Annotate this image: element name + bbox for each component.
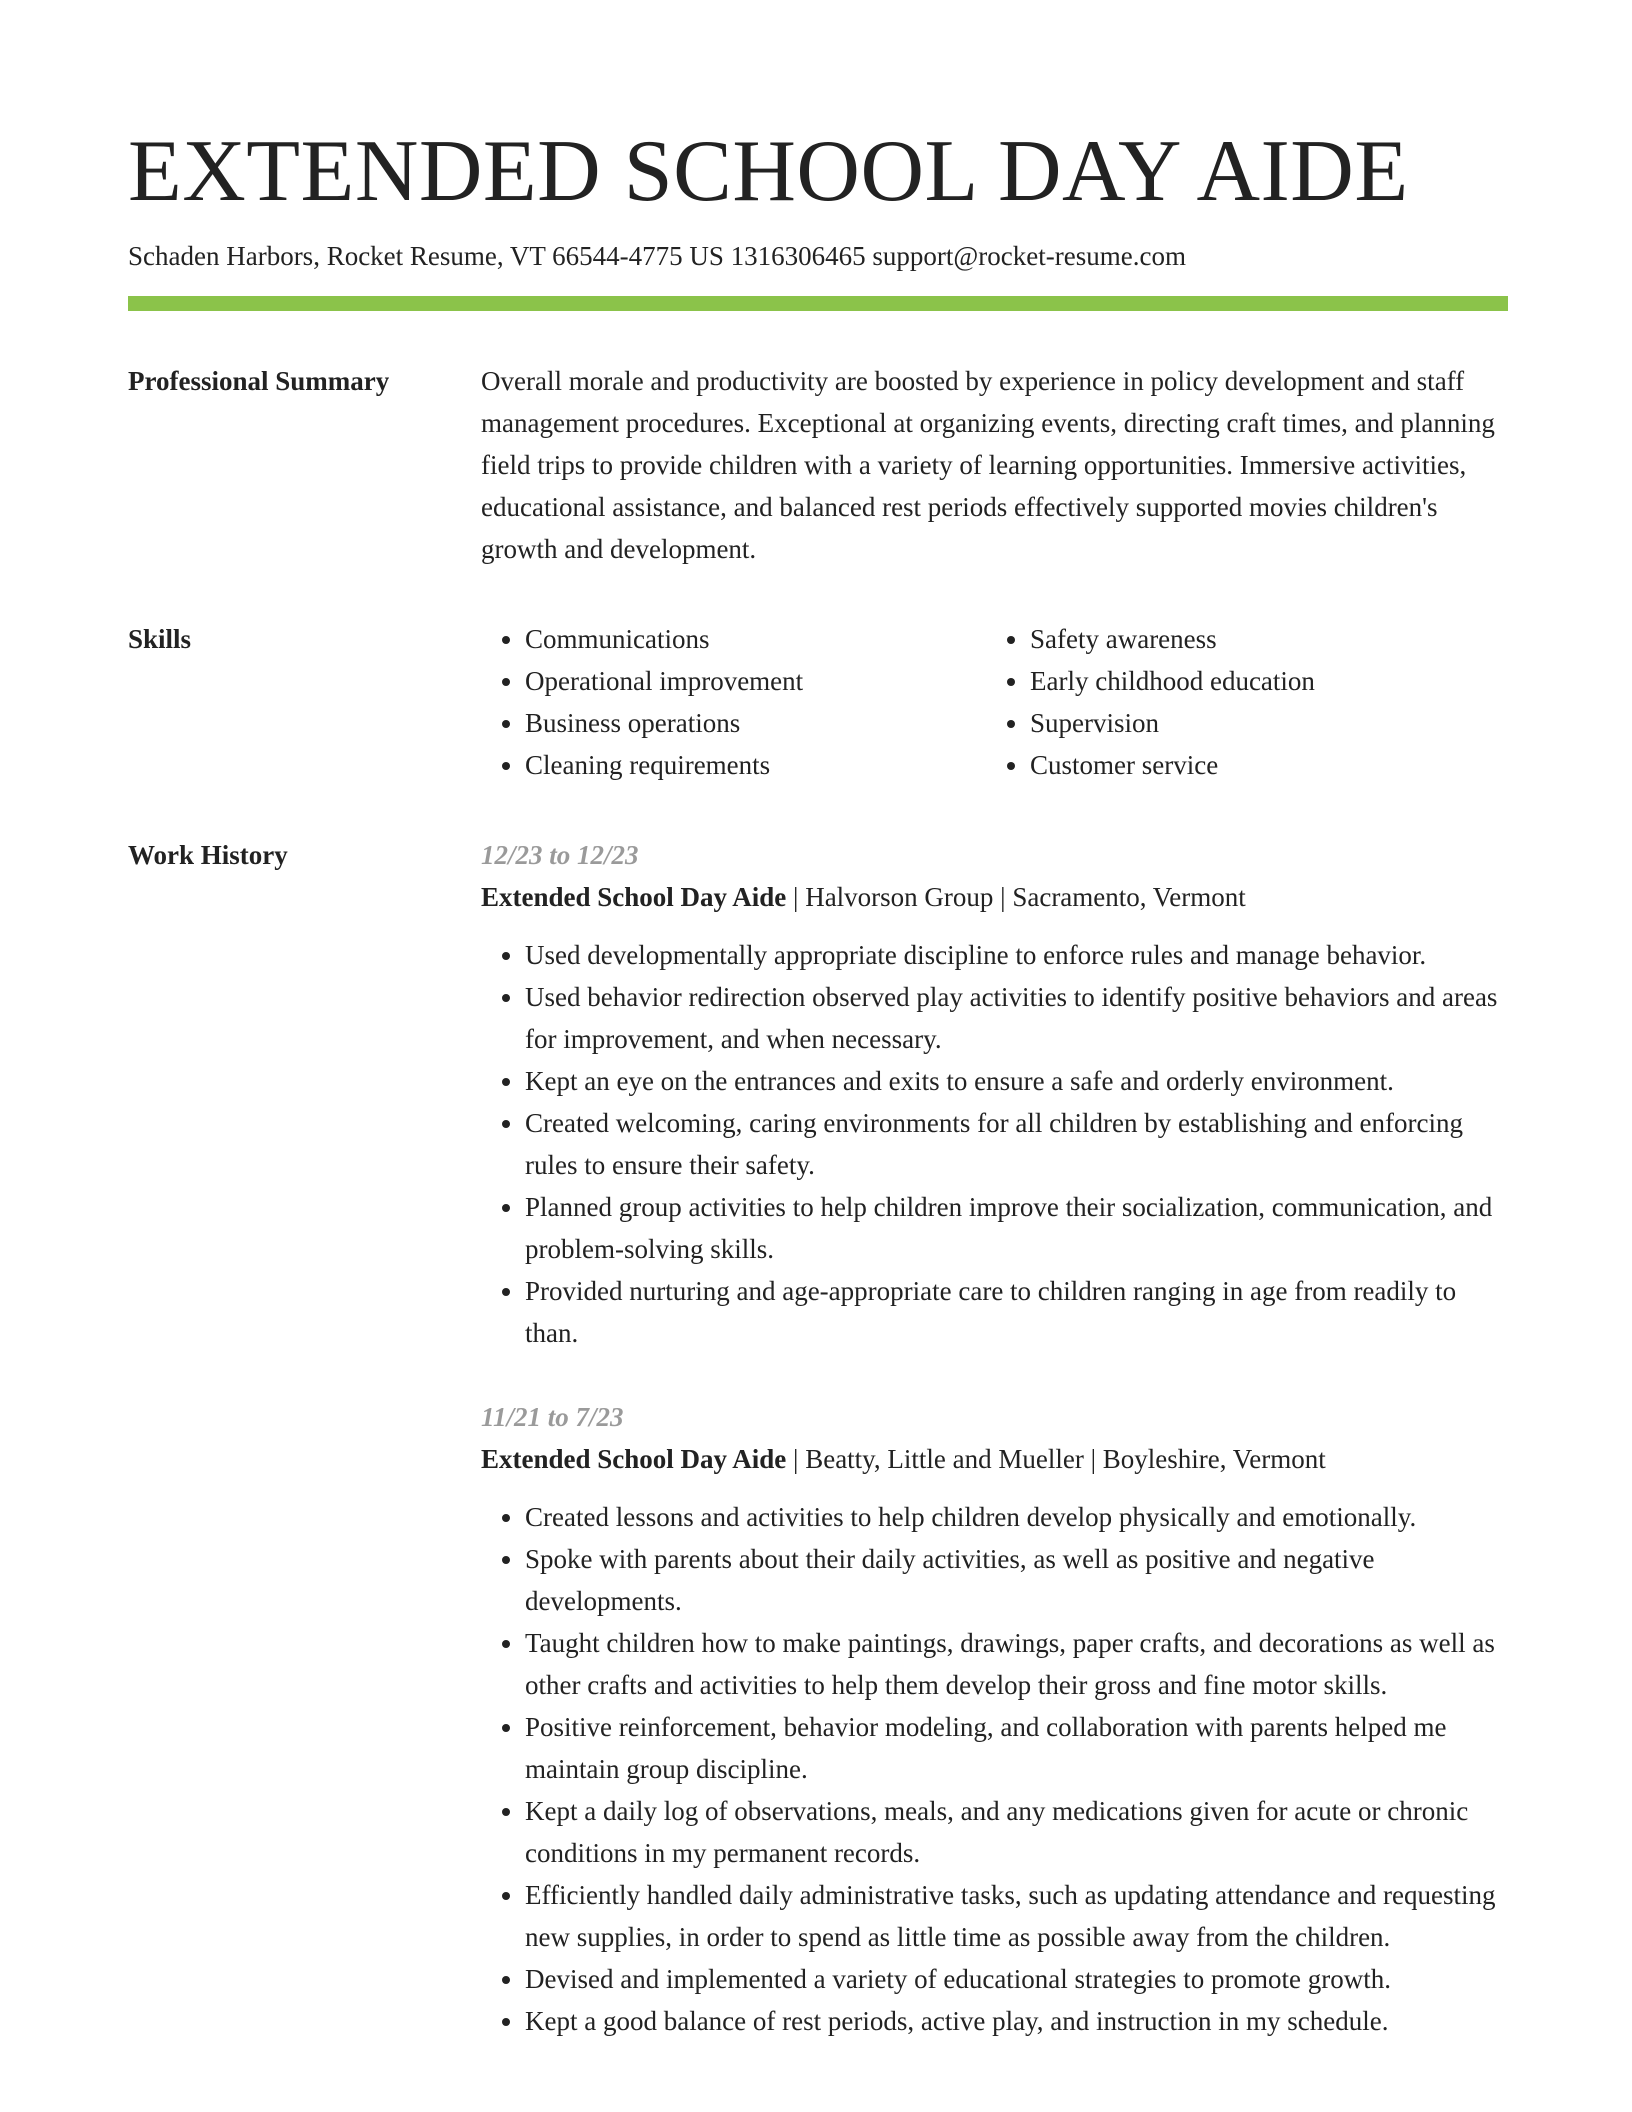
work-history-section <box>128 834 1508 2042</box>
job-bullet: • Kept a daily log of observations, meals, and any medications given for acute or chronic conditions in my permanent records. <box>525 1790 1508 1874</box>
job-details: | Halvorson Group | Sacramento, Vermont <box>786 882 1246 912</box>
skill-item: • Customer service <box>1030 744 1491 786</box>
job-bullet: • Spoke with parents about their daily activities, as well as positive and negative developments. <box>525 1538 1508 1622</box>
job-bullet: • Created lessons and activities to help children develop physically and emotionally. <box>525 1496 1508 1538</box>
skill-item: • Early childhood education <box>1030 660 1491 702</box>
candidate-name: EXTENDED SCHOOL DAY AIDE <box>128 123 1409 220</box>
job-bullets <box>481 934 1508 1354</box>
section-heading-summary: Professional Summary <box>128 366 390 396</box>
contact-info: Schaden Harbors, Rocket Resume, VT 66544-4775 US 1316306465 support@rocket-resume.com <box>128 241 1186 271</box>
job-dates: 12/23 to 12/23 <box>481 840 639 870</box>
job-entry <box>481 1396 1508 2042</box>
skill-item: • Business operations <box>525 702 986 744</box>
job-bullet: • Positive reinforcement, behavior modeling, and collaboration with parents helped me maintain group discipline. <box>525 1706 1508 1790</box>
summary-section <box>128 360 1508 570</box>
job-bullets <box>481 1496 1508 2042</box>
job-title: Extended School Day Aide <box>481 1444 787 1474</box>
job-bullet: • Provided nurturing and age-appropriate care to children ranging in age from readily to than. <box>525 1270 1508 1354</box>
skills-list-right <box>986 618 1491 786</box>
resume-page <box>128 118 1508 2042</box>
job-bullet: • Created welcoming, caring environments for all children by establishing and enforcing rules to ensure their safety. <box>525 1102 1508 1186</box>
accent-divider <box>128 296 1508 311</box>
skill-item: • Safety awareness <box>1030 618 1491 660</box>
job-title-line <box>481 1438 1508 1480</box>
skills-columns <box>481 618 1508 786</box>
job-title: Extended School Day Aide <box>481 882 787 912</box>
job-dates: 11/21 to 7/23 <box>481 1402 624 1432</box>
skill-item: • Operational improvement <box>525 660 986 702</box>
job-bullet: • Used behavior redirection observed play activities to identify positive behaviors and areas for improvement, and when necessary. <box>525 976 1508 1060</box>
job-title-line <box>481 876 1508 918</box>
job-bullet: • Taught children how to make paintings, drawings, paper crafts, and decorations as well as other crafts and activities to help them develop their gross and fine motor skills. <box>525 1622 1508 1706</box>
job-bullet: • Used developmentally appropriate discipline to enforce rules and manage behavior. <box>525 934 1508 976</box>
job-bullet: • Planned group activities to help children improve their socialization, communication, and problem-solving skills. <box>525 1186 1508 1270</box>
job-bullet: • Devised and implemented a variety of educational strategies to promote growth. <box>525 1958 1508 2000</box>
skill-item: • Communications <box>525 618 986 660</box>
skill-item: • Supervision <box>1030 702 1491 744</box>
skill-item: • Cleaning requirements <box>525 744 986 786</box>
job-bullet: • Efficiently handled daily administrative tasks, such as updating attendance and requesting new supplies, in order to spend as little time as possible away from the children. <box>525 1874 1508 1958</box>
job-entry <box>481 834 1508 1354</box>
work-history-body <box>481 834 1508 2042</box>
skills-section <box>128 618 1508 786</box>
job-bullet: • Kept an eye on the entrances and exits to ensure a safe and orderly environment. <box>525 1060 1508 1102</box>
job-details: | Beatty, Little and Mueller | Boyleshire, Vermont <box>786 1444 1326 1474</box>
section-heading-skills: Skills <box>128 624 192 654</box>
section-heading-work-history: Work History <box>128 840 288 870</box>
summary-body <box>481 360 1508 570</box>
skills-body <box>481 618 1508 786</box>
job-bullet: • Kept a good balance of rest periods, active play, and instruction in my schedule. <box>525 2000 1508 2042</box>
summary-text: Overall morale and productivity are boosted by experience in policy development and staff management procedures. Exceptional at organizing events, directing craft times, and planning field trips to provide children with a variety of learning opportunities. Immersive activities, educational assistance, and balanced rest periods effectively supported movies children's growth and development. <box>481 366 1495 564</box>
skills-list-left <box>481 618 986 786</box>
